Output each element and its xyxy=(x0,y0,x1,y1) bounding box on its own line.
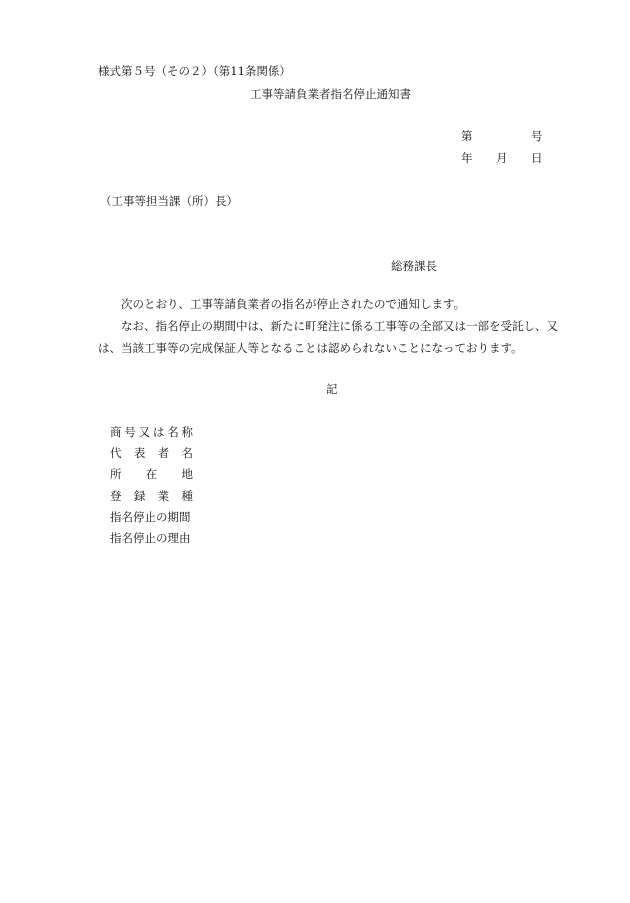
field-label-char: 者 xyxy=(157,446,170,460)
field-label-char: 商 xyxy=(110,425,122,439)
field-label-suspension-reason xyxy=(110,533,193,545)
field-label-char: 名 xyxy=(167,425,179,439)
date-year-label: 年 xyxy=(461,151,473,165)
field-label-address xyxy=(110,469,193,481)
date-month-label: 月 xyxy=(496,151,508,165)
field-label-char: 又 xyxy=(138,425,151,439)
recipient-line: （工事等担当課（所）長） xyxy=(100,194,238,208)
body-text-line-1: 次のとおり、工事等請負業者の指名が停止されたので通知します。 xyxy=(121,297,466,311)
field-label-registered-business xyxy=(110,491,193,503)
field-label-char: 登 xyxy=(110,489,122,503)
field-label-char: 表 xyxy=(133,446,146,460)
field-label-char: 録 xyxy=(133,489,146,503)
field-label-char: 称 xyxy=(181,425,193,439)
field-label-representative xyxy=(110,448,193,460)
field-label-char: 在 xyxy=(145,467,158,481)
body-text-line-2: なお、指名停止の期間中は、新たに町発注に係る工事等の全部又は一部を受託し、又 xyxy=(121,319,558,333)
field-label-char: 地 xyxy=(181,467,193,481)
field-label-trade-name xyxy=(110,427,193,439)
field-label-suspension-period xyxy=(110,512,193,524)
date-day-label: 日 xyxy=(531,151,543,165)
body-text-line-3: は、当該工事等の完成保証人等となることは認められないことになっております。 xyxy=(98,341,523,355)
field-label-char: 名 xyxy=(181,446,193,460)
field-label-char: 指名停止の理由 xyxy=(110,531,191,545)
field-label-char: 代 xyxy=(110,446,122,460)
document-title: 工事等請負業者指名停止通知書 xyxy=(250,87,411,101)
field-label-char: 所 xyxy=(110,467,122,481)
field-label-char: は xyxy=(152,425,165,439)
sender-line: 総務課長 xyxy=(391,259,437,273)
field-label-char: 指名停止の期間 xyxy=(110,510,191,524)
document-number-suffix: 号 xyxy=(531,129,543,143)
field-label-char: 種 xyxy=(181,489,193,503)
ki-heading: 記 xyxy=(326,382,338,396)
field-label-char: 号 xyxy=(124,425,136,439)
field-label-char: 業 xyxy=(157,489,170,503)
form-number-label: 様式第５号（その２）（第11条関係） xyxy=(98,64,291,78)
document-number-prefix: 第 xyxy=(461,129,473,143)
